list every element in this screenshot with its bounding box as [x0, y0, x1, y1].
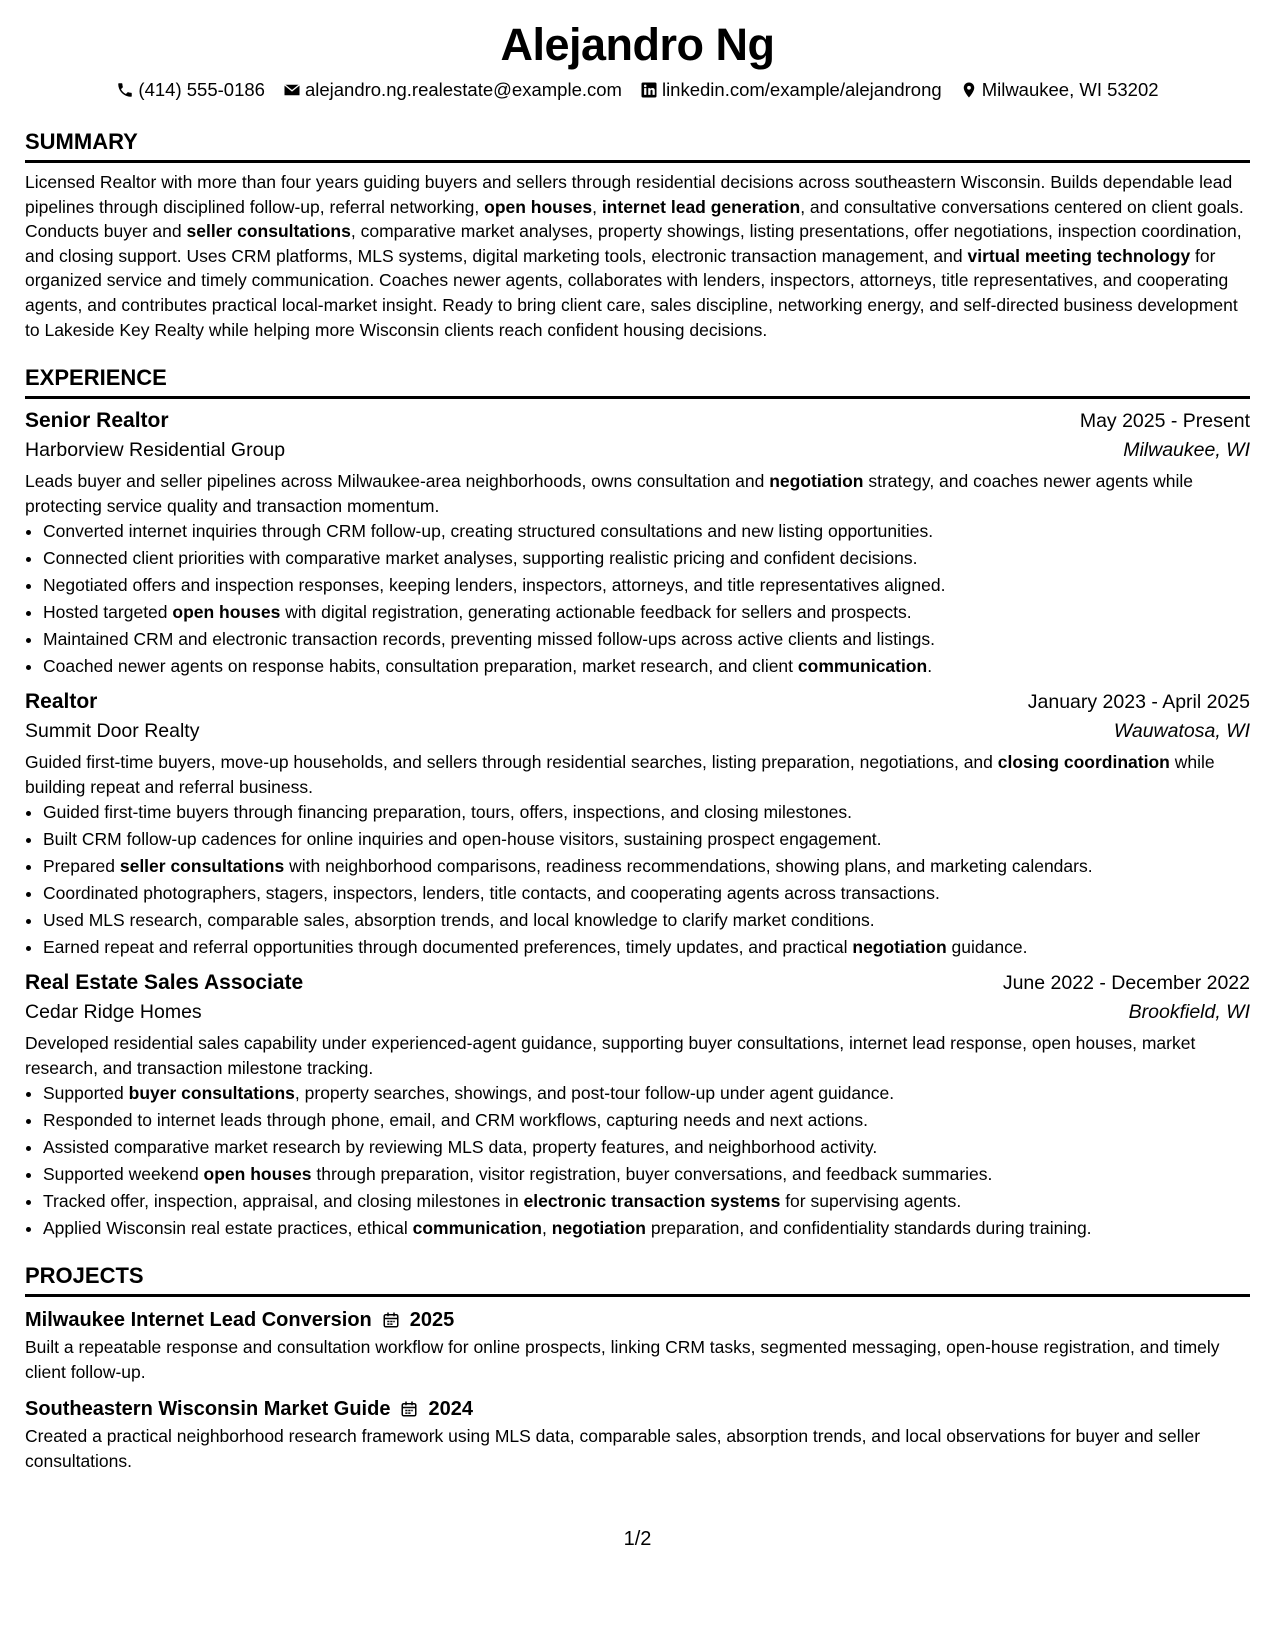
bold-keyword: seller consultations [186, 221, 351, 242]
bullet-item [43, 599, 1250, 626]
project-name: Milwaukee Internet Lead Conversion [25, 1309, 372, 1332]
project-description: Created a practical neighborhood research framework using MLS data, comparable sales, absorption trends, and local observations for buyer and seller consultations. [25, 1426, 1201, 1471]
bullet-item [43, 1215, 1250, 1242]
text-run: through preparation, visitor registration, buyer conversations, and feedback summaries. [311, 1164, 993, 1185]
bullet-item [43, 934, 1250, 961]
bold-keyword: virtual meeting technology [967, 245, 1191, 266]
bullet-item [43, 799, 1250, 826]
text-run: Connected client priorities with comparative market analyses, supporting realistic pricing and confident decisions. [43, 548, 918, 569]
text-run: . [927, 656, 933, 677]
job-entry [25, 688, 1250, 961]
project-entry [25, 1394, 1250, 1473]
contact-linkedin[interactable] [640, 78, 942, 102]
bold-keyword: communication [412, 1218, 542, 1239]
text-run: guidance. [946, 937, 1028, 958]
contact-bar [25, 78, 1250, 102]
text-run: Tracked offer, inspection, appraisal, and closing milestones in [43, 1191, 524, 1212]
company-name: Harborview Residential Group [25, 439, 286, 462]
text-run: Hosted targeted [43, 602, 173, 623]
job-location: Milwaukee, WI [1123, 439, 1250, 462]
page-number: 1/2 [623, 1528, 652, 1550]
bullet-item [43, 853, 1250, 880]
text-run: Applied Wisconsin real estate practices, ethical [43, 1218, 413, 1239]
text-run: strategy, and coaches newer agents while protecting service quality and transaction momentum. [25, 471, 1193, 516]
text-run: Leads buyer and seller pipelines across Milwaukee-area neighborhoods, owns consultation and [25, 471, 770, 492]
job-location: Brookfield, WI [1128, 1001, 1250, 1024]
bullet-item [43, 572, 1250, 599]
job-bullets [25, 1080, 1250, 1242]
resume-page [25, 18, 1250, 1473]
job-title: Senior Realtor [25, 409, 169, 433]
bold-keyword: electronic transaction systems [523, 1191, 781, 1212]
candidate-name: Alejandro Ng [500, 19, 775, 70]
job-bullets [25, 518, 1250, 680]
phone-icon [116, 81, 134, 99]
summary-text [25, 170, 1250, 342]
project-year: 2024 [428, 1398, 473, 1421]
job-bullets [25, 799, 1250, 961]
projects-heading: PROJECTS [25, 1262, 1250, 1297]
text-run: Coached newer agents on response habits, consultation preparation, market research, and client [43, 656, 798, 677]
bold-keyword: open houses [484, 196, 593, 217]
email-link[interactable]: alejandro.ng.realestate@example.com [304, 79, 622, 100]
bold-keyword: negotiation [551, 1218, 646, 1239]
text-run: Supported weekend [43, 1164, 204, 1185]
company-name: Summit Door Realty [25, 720, 200, 743]
bold-keyword: communication [797, 656, 928, 677]
project-entry [25, 1305, 1250, 1384]
company-name: Cedar Ridge Homes [25, 1001, 202, 1024]
calendar-icon [382, 1311, 400, 1329]
job-intro [25, 1031, 1250, 1080]
contact-email[interactable] [283, 78, 622, 102]
bold-keyword: negotiation [852, 937, 947, 958]
job-entry [25, 969, 1250, 1242]
bold-keyword: negotiation [769, 471, 864, 492]
phone-text: (414) 555-0186 [138, 79, 265, 100]
bold-keyword: open houses [172, 602, 281, 623]
contact-location [960, 78, 1159, 102]
text-run: , and consultative conversations centered on client goals. Conducts buyer and [25, 196, 1244, 242]
text-run: Negotiated offers and inspection responses, keeping lenders, inspectors, attorneys, and title representatives aligned. [43, 575, 946, 596]
job-entry [25, 407, 1250, 680]
bullet-item [43, 1188, 1250, 1215]
text-run: with digital registration, generating actionable feedback for sellers and prospects. [280, 602, 912, 623]
job-dates: June 2022 - December 2022 [1002, 972, 1250, 995]
text-run: Maintained CRM and electronic transaction records, preventing missed follow-ups across active clients and listings. [43, 629, 935, 650]
text-run: Prepared [43, 856, 120, 877]
bold-keyword: open houses [203, 1164, 312, 1185]
bullet-item [43, 1134, 1250, 1161]
text-run: Supported [43, 1083, 129, 1104]
text-run: with neighborhood comparisons, readiness recommendations, showing plans, and marketing calendars. [284, 856, 1093, 877]
contact-phone [116, 78, 265, 102]
text-run: Converted internet inquiries through CRM follow-up, creating structured consultations and new listing opportunities. [43, 521, 934, 542]
bullet-item [43, 907, 1250, 934]
map-pin-icon [960, 81, 978, 99]
envelope-icon [283, 81, 301, 99]
project-name: Southeastern Wisconsin Market Guide [25, 1398, 391, 1421]
job-title: Real Estate Sales Associate [25, 971, 304, 995]
bold-keyword: closing coordination [997, 752, 1170, 773]
bullet-item [43, 653, 1250, 680]
linkedin-link[interactable]: linkedin.com/example/alejandrong [661, 79, 942, 100]
summary-section [25, 128, 1250, 342]
bullet-item [43, 518, 1250, 545]
bullet-item [43, 1161, 1250, 1188]
linkedin-icon [640, 81, 658, 99]
text-run: , [592, 196, 602, 217]
job-intro [25, 750, 1250, 799]
bullet-item [43, 880, 1250, 907]
bullet-item [43, 545, 1250, 572]
text-run: Guided first-time buyers through financing preparation, tours, offers, inspections, and closing milestones. [43, 802, 852, 823]
text-run: Responded to internet leads through phone, email, and CRM workflows, capturing needs and next actions. [43, 1110, 868, 1131]
projects-section [25, 1262, 1250, 1473]
text-run: Earned repeat and referral opportunities through documented preferences, timely updates, and practical [43, 937, 853, 958]
bold-keyword: seller consultations [119, 856, 285, 877]
location-text: Milwaukee, WI 53202 [981, 79, 1159, 100]
text-run: Built CRM follow-up cadences for online inquiries and open-house visitors, sustaining prospect engagement. [43, 829, 882, 850]
bullet-item [43, 1080, 1250, 1107]
job-title: Realtor [25, 690, 98, 714]
project-description: Built a repeatable response and consultation workflow for online prospects, linking CRM tasks, segmented messaging, open-house registration, and timely client follow-up. [25, 1337, 1220, 1382]
text-run: , [541, 1218, 552, 1239]
summary-heading: SUMMARY [25, 128, 1250, 163]
text-run: while building repeat and referral business. [25, 752, 1215, 797]
job-dates: January 2023 - April 2025 [1027, 691, 1250, 714]
job-dates: May 2025 - Present [1079, 410, 1250, 433]
bullet-item [43, 626, 1250, 653]
text-run: Developed residential sales capability under experienced-agent guidance, supporting buyer consultations, internet lead response, open houses, market research, and transaction milestone tracking. [25, 1033, 1196, 1078]
text-run: preparation, and confidentiality standards during training. [645, 1218, 1092, 1239]
job-location: Wauwatosa, WI [1113, 720, 1250, 743]
text-run: Licensed Realtor with more than four years guiding buyers and sellers through residential decisions across southeastern Wisconsin. Builds dependable lead pipelines through disciplined follow-up, referral networking, [25, 172, 1233, 217]
bold-keyword: buyer consultations [128, 1083, 295, 1104]
text-run: Coordinated photographers, stagers, inspectors, lenders, title contacts, and cooperating agents across transactions. [43, 883, 940, 904]
text-run: for supervising agents. [780, 1191, 962, 1212]
calendar-icon [400, 1400, 418, 1418]
project-year: 2025 [409, 1309, 455, 1332]
text-run: Used MLS research, comparable sales, absorption trends, and local knowledge to clarify market conditions. [43, 910, 875, 931]
text-run: Assisted comparative market research by reviewing MLS data, property features, and neighborhood activity. [43, 1137, 878, 1158]
experience-heading: EXPERIENCE [25, 364, 1250, 399]
text-run: , comparative market analyses, property showings, listing presentations, offer negotiations, inspection coordination, and closing support. Uses CRM platforms, MLS systems, digital marketing tools, electronic transaction management, and [25, 221, 1242, 266]
text-run: for organized service and timely communication. Coaches newer agents, collaborates with lenders, inspectors, attorneys, title representatives, and cooperating agents, and contributes practical local-market insight. Ready to bring client care, sales discipline, networking energy, and self-directed business development to Lakeside Key Realty while helping more Wisconsin clients reach confident housing decisions. [25, 245, 1238, 340]
text-run: , property searches, showings, and post-tour follow-up under agent guidance. [294, 1083, 895, 1104]
bullet-item [43, 826, 1250, 853]
experience-section [25, 364, 1250, 1242]
job-intro [25, 469, 1250, 518]
bold-keyword: internet lead generation [601, 196, 801, 217]
bullet-item [43, 1107, 1250, 1134]
text-run: Guided first-time buyers, move-up households, and sellers through residential searches, listing preparation, negotiations, and [25, 752, 998, 773]
